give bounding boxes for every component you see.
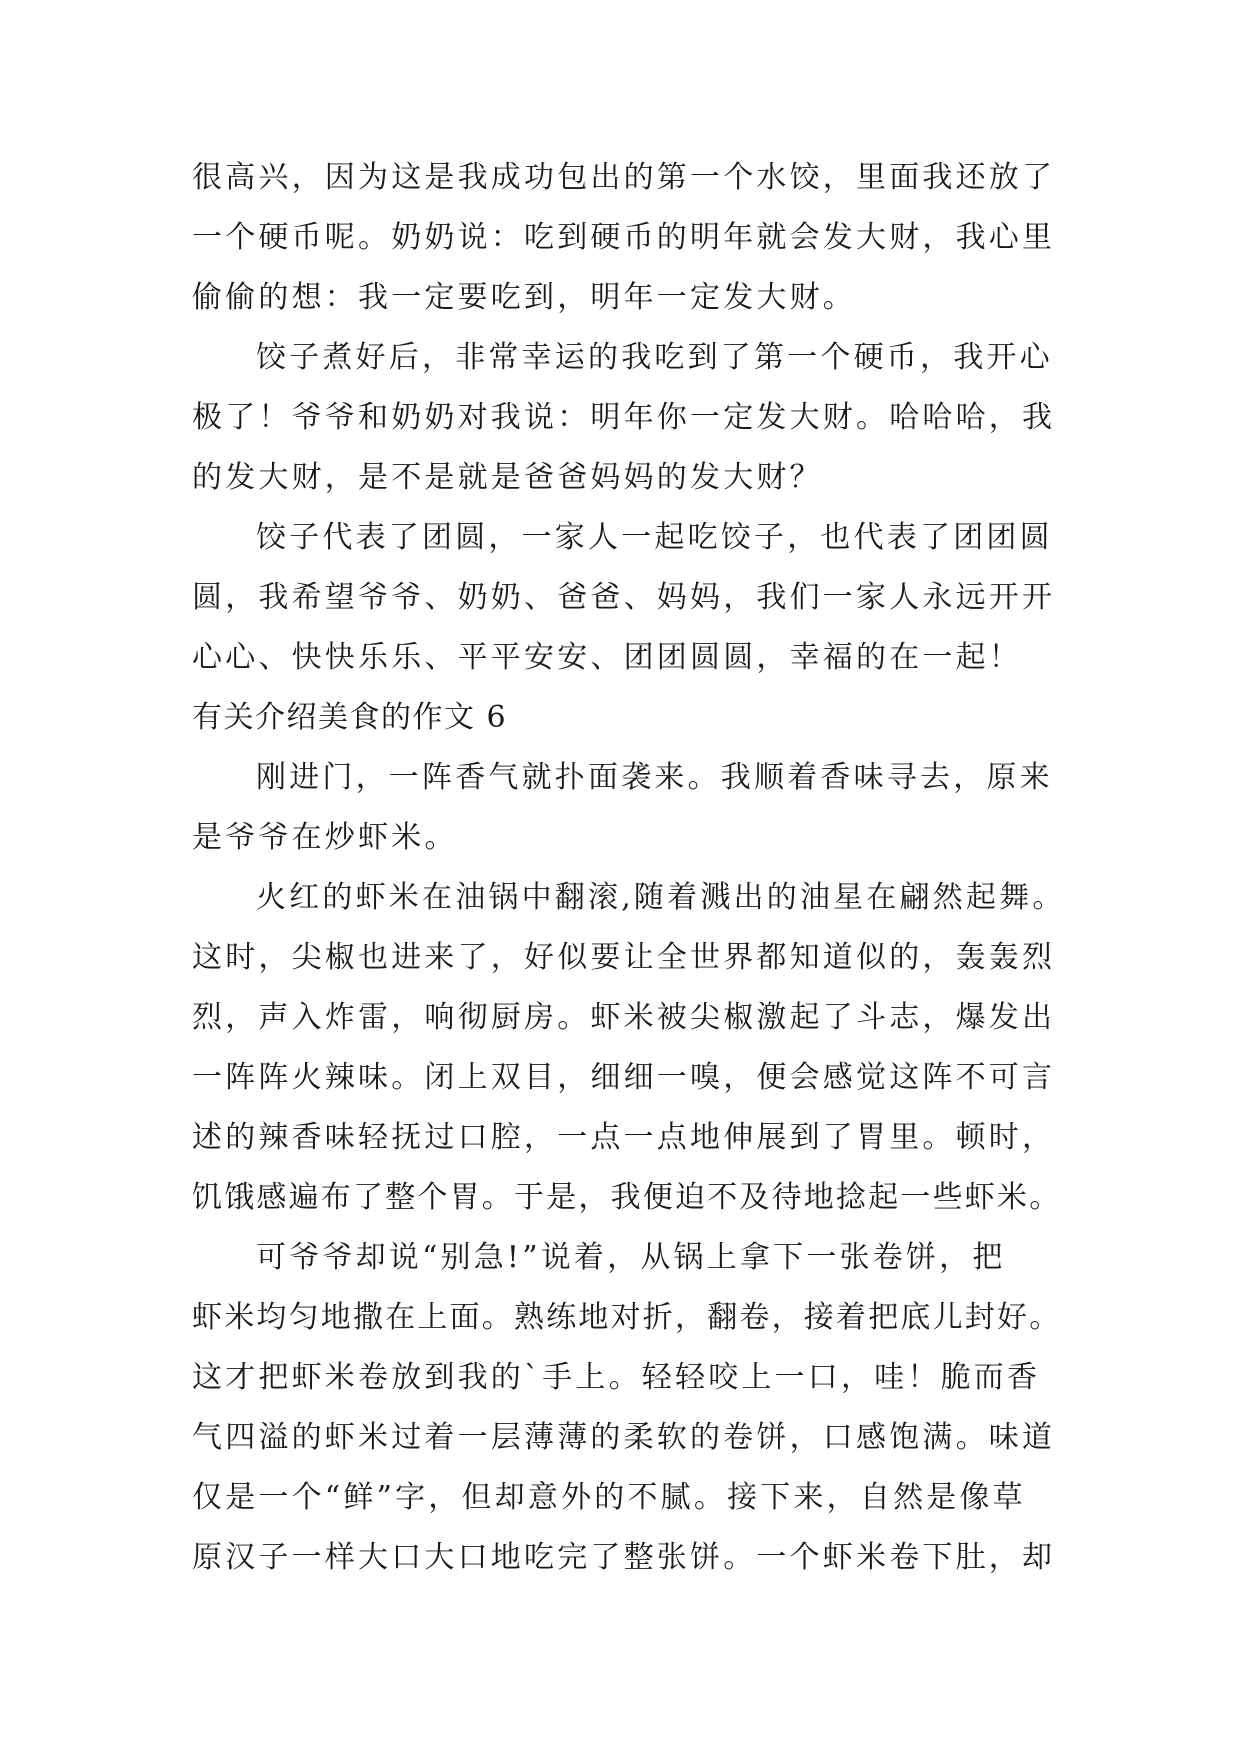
- paragraph-first-line: 火红的虾米在油锅中翻滚,随着溅出的油星在翩然起舞。: [256, 880, 1066, 915]
- paragraph-first-line: 饺子代表了团圆，一家人一起吃饺子，也代表了团团圆: [256, 520, 1053, 555]
- text-line: 仅是一个“鲜”字，但却意外的不腻。接下来，自然是像草: [192, 1480, 1026, 1515]
- text-line: 述的辣香味轻抚过口腔，一点一点地伸展到了胃里。顿时，: [192, 1120, 1056, 1155]
- text-line: 圆，我希望爷爷、奶奶、爸爸、妈妈，我们一家人永远开开: [192, 580, 1056, 615]
- text-line: 的发大财，是不是就是爸爸妈妈的发大财？: [192, 460, 823, 495]
- text-line: 饥饿感遍布了整个胃。于是，我便迫不及待地捻起一些虾米。: [192, 1180, 1062, 1215]
- text-line: 原汉子一样大口大口地吃完了整张饼。一个虾米卷下肚，却: [192, 1540, 1056, 1575]
- text-line: 气四溢的虾米过着一层薄薄的柔软的卷饼，口感饱满。味道: [192, 1420, 1056, 1455]
- section-heading: 有关介绍美食的作文 6: [192, 700, 508, 735]
- text-line: 虾米均匀地撒在上面。熟练地对折，翻卷，接着把底儿封好。: [192, 1300, 1062, 1335]
- essay-body: [192, 148, 1066, 1588]
- text-line: 一阵阵火辣味。闭上双目，细细一嗅，便会感觉这阵不可言: [192, 1060, 1056, 1095]
- text-line: 心心、快快乐乐、平平安安、团团圆圆，幸福的在一起！: [192, 640, 1022, 675]
- text-line: 是爷爷在炒虾米。: [192, 820, 458, 855]
- text-line: 这时，尖椒也进来了，好似要让全世界都知道似的，轰轰烈: [192, 940, 1056, 975]
- paragraph-first-line: 可爷爷却说“别急!”说着，从锅上拿下一张卷饼，把: [256, 1240, 1006, 1275]
- paragraph-first-line: 饺子煮好后，非常幸运的我吃到了第一个硬币，我开心: [256, 340, 1053, 375]
- paragraph-first-line: 刚进门，一阵香气就扑面袭来。我顺着香味寻去，原来: [256, 760, 1053, 795]
- text-line: 一个硬币呢。奶奶说：吃到硬币的明年就会发大财，我心里: [192, 220, 1056, 255]
- text-line: 极了！爷爷和奶奶对我说：明年你一定发大财。哈哈哈，我: [192, 400, 1056, 435]
- text-line: 这才把虾米卷放到我的`手上。轻轻咬上一口，哇！脆而香: [192, 1360, 1041, 1395]
- text-line: 很高兴，因为这是我成功包出的第一个水饺，里面我还放了: [192, 160, 1056, 195]
- text-line: 烈，声入炸雷，响彻厨房。虾米被尖椒激起了斗志，爆发出: [192, 1000, 1056, 1035]
- text-line: 偷偷的想：我一定要吃到，明年一定发大财。: [192, 280, 856, 315]
